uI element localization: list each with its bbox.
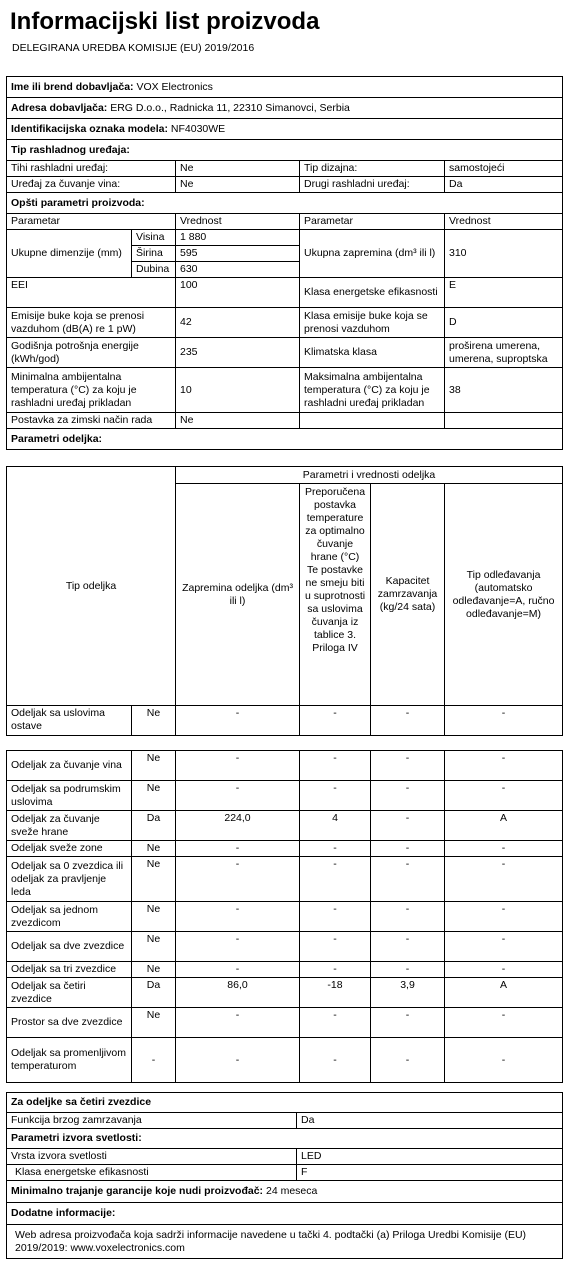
compartment-defrost: - — [445, 841, 563, 857]
compartment-temp: - — [300, 857, 371, 902]
compartment-defrost: - — [445, 751, 563, 781]
depth-label: Dubina — [132, 262, 176, 278]
compartment-present: Ne — [132, 841, 176, 857]
compartment-freeze: - — [371, 857, 445, 902]
max-temp-label: Maksimalna ambijentalna temperatura (°C) za koju je rashladni uređaj prikladan — [300, 368, 445, 413]
table-row — [7, 932, 563, 962]
compartment-defrost: - — [445, 1038, 563, 1083]
compartment-params-heading: Parametri odeljka: — [7, 429, 563, 450]
freeze-header: Kapacitet zamrzavanja (kg/24 sata) — [371, 484, 445, 706]
page-subtitle: DELEGIRANA UREDBA KOMISIJE (EU) 2019/2016 — [12, 42, 255, 54]
temp-header: Preporučena postavka temperature za optimalno čuvanje hrane (°C) — [304, 486, 366, 563]
width-value: 595 — [176, 246, 300, 262]
design-value: samostojeći — [445, 161, 563, 177]
appliance-type-heading: Tip rashladnog uređaja: — [7, 140, 563, 161]
eei-label: EEI — [7, 278, 176, 308]
volume-label: Ukupna zapremina (dm³ ili l) — [300, 230, 445, 278]
eei-value: 100 — [176, 278, 300, 308]
wine-label: Uređaj za čuvanje vina: — [7, 177, 176, 193]
type-header: Tip odeljka — [7, 467, 176, 706]
compartment-name: Odeljak sveže zone — [7, 841, 132, 857]
winter-label: Postavka za zimski način rada — [7, 413, 176, 429]
compartment-temp: - — [300, 706, 371, 736]
compartment-name: Odeljak sa promenljivom temperaturom — [7, 1038, 132, 1083]
model-label: Identifikacijska oznaka modela: — [11, 122, 168, 135]
light-type-value: LED — [297, 1149, 563, 1165]
compartment-volume: - — [176, 1008, 300, 1038]
address-value: ERG D.o.o., Radnicka 11, 22310 Simanovci, Serbia — [107, 101, 350, 114]
compartment-name: Odeljak sa dve zvezdice — [7, 932, 132, 962]
compartment-name: Odeljak sa podrumskim uslovima — [7, 781, 132, 811]
compartment-name: Odeljak za čuvanje sveže hrane — [7, 811, 132, 841]
warranty-label: Minimalno trajanje garancije koje nudi proizvođač: — [11, 1185, 264, 1197]
compartment-freeze: - — [371, 962, 445, 978]
table-row — [7, 751, 563, 781]
energy-class-label: Klasa energetske efikasnosti — [300, 278, 445, 308]
supplier-address-row — [7, 98, 563, 119]
compartment-temp: -18 — [300, 978, 371, 1008]
fast-freeze-value: Da — [297, 1113, 563, 1129]
compartment-volume: - — [176, 706, 300, 736]
max-temp-value: 38 — [445, 368, 563, 413]
compartment-volume: 86,0 — [176, 978, 300, 1008]
col-param-1: Parametar — [7, 214, 176, 230]
noise-class-value: D — [445, 308, 563, 338]
compartment-volume: 224,0 — [176, 811, 300, 841]
noise-label: Emisije buke koja se prenosi vazduhom (dB(A) re 1 pW) — [7, 308, 176, 338]
supplier-brand-row — [7, 77, 563, 98]
temp-note: Te postavke ne smeju biti u suprotnosti sa uslovima čuvanja iz tablice 3. Priloga IV — [304, 564, 366, 654]
table-row — [7, 902, 563, 932]
compartment-defrost: - — [445, 902, 563, 932]
compartment-volume: - — [176, 841, 300, 857]
compartment-present: Ne — [132, 902, 176, 932]
wine-value: Ne — [176, 177, 300, 193]
compartment-temp: - — [300, 962, 371, 978]
compartment-volume: - — [176, 902, 300, 932]
compartment-freeze: - — [371, 841, 445, 857]
compartment-volume: - — [176, 962, 300, 978]
warranty-row — [7, 1181, 563, 1203]
design-label: Tip dizajna: — [300, 161, 445, 177]
model-id-row — [7, 119, 563, 140]
annual-value: 235 — [176, 338, 300, 368]
model-value: NF4030WE — [167, 122, 226, 135]
compartment-temp: - — [300, 1008, 371, 1038]
volume-header: Zapremina odeljka (dm³ ili l) — [176, 484, 300, 706]
warranty-value: 24 meseca — [263, 1185, 318, 1197]
light-class-value: F — [297, 1165, 563, 1181]
compartment-defrost: - — [445, 781, 563, 811]
noise-value: 42 — [176, 308, 300, 338]
table-row — [7, 962, 563, 978]
light-class-label: Klasa energetske efikasnosti — [7, 1165, 297, 1181]
compartment-name: Odeljak sa tri zvezdice — [7, 962, 132, 978]
volume-value: 310 — [445, 230, 563, 278]
width-label: Širina — [132, 246, 176, 262]
compartment-present: Ne — [132, 962, 176, 978]
four-star-heading: Za odeljke sa četiri zvezdice — [7, 1093, 563, 1113]
compartment-present: Da — [132, 978, 176, 1008]
climate-label: Klimatska klasa — [300, 338, 445, 368]
col-value-1: Vrednost — [176, 214, 300, 230]
table-row — [7, 1008, 563, 1038]
light-source-heading: Parametri izvora svetlosti: — [7, 1129, 563, 1149]
compartment-freeze: - — [371, 811, 445, 841]
compartment-temp: - — [300, 751, 371, 781]
min-temp-label: Minimalna ambijentalna temperatura (°C) za koju je rashladni uređaj prikladan — [7, 368, 176, 413]
other-value: Da — [445, 177, 563, 193]
additional-info-heading: Dodatne informacije: — [7, 1203, 563, 1225]
compartment-defrost: - — [445, 706, 563, 736]
compartment-volume: - — [176, 751, 300, 781]
table-row — [7, 841, 563, 857]
compartment-defrost: A — [445, 978, 563, 1008]
compartment-freeze: - — [371, 1008, 445, 1038]
compartment-present: Ne — [132, 781, 176, 811]
table-row — [7, 811, 563, 841]
table-row — [7, 781, 563, 811]
compartment-defrost: - — [445, 857, 563, 902]
compartment-temp: - — [300, 1038, 371, 1083]
product-info-table — [6, 76, 563, 450]
compartment-volume: - — [176, 781, 300, 811]
compartment-present: - — [132, 1038, 176, 1083]
compartment-freeze: - — [371, 932, 445, 962]
group-header: Parametri i vrednosti odeljka — [176, 467, 563, 484]
table-row — [7, 1038, 563, 1083]
compartment-temp: - — [300, 902, 371, 932]
compartment-defrost: - — [445, 932, 563, 962]
compartment-present: Ne — [132, 932, 176, 962]
defrost-header: Tip odleđavanja (automatsko odleđavanje=A, ručno odleđavanje=M) — [445, 484, 563, 706]
compartment-freeze: - — [371, 706, 445, 736]
table-row — [7, 857, 563, 902]
compartment-table — [6, 466, 563, 736]
height-value: 1 880 — [176, 230, 300, 246]
col-value-2: Vrednost — [445, 214, 563, 230]
page-title: Informacijski list proizvoda — [10, 8, 320, 35]
additional-info-text: Web adresa proizvođača koja sadrži informacije navedene u tački 4. podtački (a) Priloga Uredbi Komisije (EU) 2019/2019: www.voxelectronics.com — [7, 1225, 563, 1259]
dims-label: Ukupne dimenzije (mm) — [7, 230, 132, 278]
climate-value: proširena umerena, umerena, suproptska — [445, 338, 563, 368]
compartment-name: Prostor sa dve zvezdice — [7, 1008, 132, 1038]
compartment-volume: - — [176, 857, 300, 902]
brand-value: VOX Electronics — [133, 80, 213, 93]
compartment-freeze: - — [371, 902, 445, 932]
compartment-defrost: A — [445, 811, 563, 841]
col-param-2: Parametar — [300, 214, 445, 230]
footer-table — [6, 1092, 563, 1259]
noise-class-label: Klasa emisije buke koja se prenosi vazduhom — [300, 308, 445, 338]
compartment-present: Ne — [132, 857, 176, 902]
height-label: Visina — [132, 230, 176, 246]
compartment-freeze: - — [371, 1038, 445, 1083]
address-label: Adresa dobavljača: — [11, 101, 108, 114]
general-params-heading: Opšti parametri proizvoda: — [7, 193, 563, 214]
winter-value: Ne — [176, 413, 300, 429]
compartment-name: Odeljak sa uslovima ostave — [7, 706, 132, 736]
quiet-value: Ne — [176, 161, 300, 177]
compartment-name: Odeljak za čuvanje vina — [7, 751, 132, 781]
compartment-temp: - — [300, 932, 371, 962]
compartment-name: Odeljak sa 0 zvezdica ili odeljak za pravljenje leda — [7, 857, 132, 902]
compartment-present: Ne — [132, 1008, 176, 1038]
temp-header-cell — [300, 484, 371, 706]
compartment-name: Odeljak sa četiri zvezdice — [7, 978, 132, 1008]
compartment-volume: - — [176, 932, 300, 962]
min-temp-value: 10 — [176, 368, 300, 413]
annual-label: Godišnja potrošnja energije (kWh/god) — [7, 338, 176, 368]
compartment-volume: - — [176, 1038, 300, 1083]
fast-freeze-label: Funkcija brzog zamrzavanja — [7, 1113, 297, 1129]
compartment-present: Da — [132, 811, 176, 841]
energy-class-value: E — [445, 278, 563, 308]
brand-label: Ime ili brend dobavljača: — [11, 80, 134, 93]
table-row — [7, 706, 563, 736]
quiet-label: Tihi rashladni uređaj: — [7, 161, 176, 177]
compartment-table-continued — [6, 750, 563, 1083]
table-row — [7, 978, 563, 1008]
compartment-defrost: - — [445, 962, 563, 978]
compartment-freeze: 3,9 — [371, 978, 445, 1008]
compartment-present: Ne — [132, 706, 176, 736]
depth-value: 630 — [176, 262, 300, 278]
compartment-present: Ne — [132, 751, 176, 781]
compartment-freeze: - — [371, 781, 445, 811]
compartment-temp: - — [300, 781, 371, 811]
compartment-name: Odeljak sa jednom zvezdicom — [7, 902, 132, 932]
other-label: Drugi rashladni uređaj: — [300, 177, 445, 193]
compartment-temp: 4 — [300, 811, 371, 841]
compartment-defrost: - — [445, 1008, 563, 1038]
compartment-temp: - — [300, 841, 371, 857]
compartment-freeze: - — [371, 751, 445, 781]
light-type-label: Vrsta izvora svetlosti — [7, 1149, 297, 1165]
